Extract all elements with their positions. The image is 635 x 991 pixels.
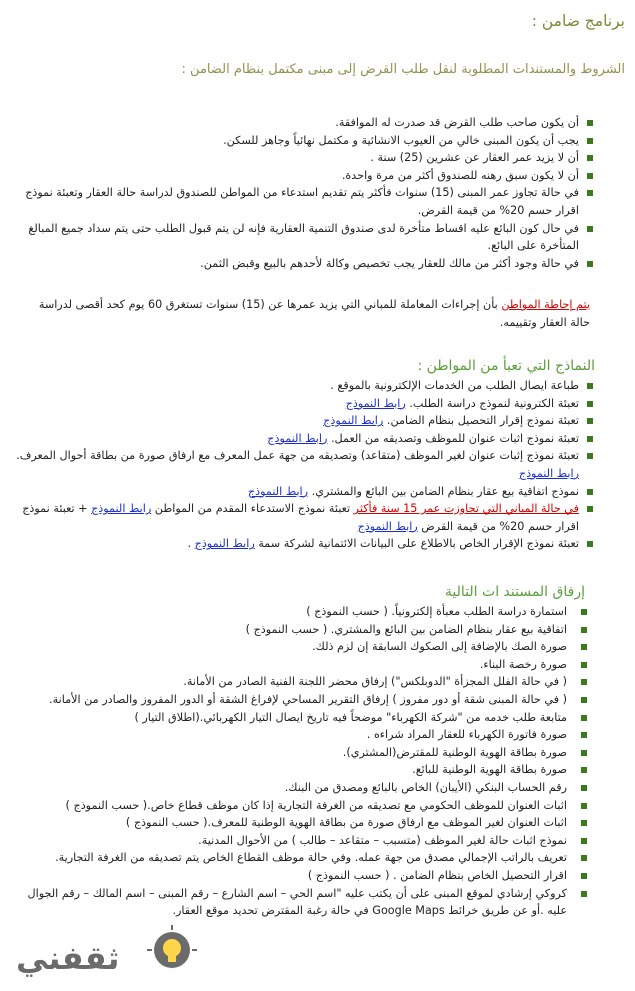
- list-item: اقرار التحصيل الخاص بنظام الضامن . ( حسب النموذج ): [10, 867, 595, 885]
- list-item: صورة بطاقة الهوية الوطنية للمقترض(المشتري).: [10, 744, 595, 762]
- list-item: صورة الصك بالإضافة إلى الصكوك السابقة إن لزم ذلك.: [10, 638, 595, 656]
- list-item: طباعة ايصال الطلب من الخدمات الإلكترونية بالموقع .: [10, 377, 595, 395]
- citizen-notice-link[interactable]: يتم إحاطة المواطن: [501, 298, 590, 311]
- watermark-logo: [2, 920, 207, 990]
- list-item: اثبات العنوان لغير الموظف مع ارفاق صورة من بطاقة الهوية الوطنية للمعرف.( حسب النموذج ): [10, 814, 595, 832]
- watermark-text: ثقفني: [16, 939, 120, 977]
- list-item: اتفاقية بيع عقار بنظام الضامن بين البائع والمشتري. ( حسب النموذج ): [10, 621, 595, 639]
- documents-heading: إرفاق المستند ات التالية: [444, 584, 585, 600]
- list-item: أن يكون صاحب طلب القرض قد صدرت له الموافقة.: [10, 114, 595, 132]
- list-item: اثبات العنوان للموظف الحكومي مع تصديقه من الغرفة التجارية إذا كان موظف قطاع خاص.( حسب النموذج ): [10, 797, 595, 815]
- list-item: نموذج اثبات حالة لغير الموظف (متسبب – متقاعد – طالب ) من الأحوال المدنية.: [10, 832, 595, 850]
- list-item: صورة بطاقة الهوية الوطنية للبائع.: [10, 761, 595, 779]
- list-item: تعبئة نموذج اثبات عنوان للموظف وتصديقه من العمل. رابط النموذج: [10, 430, 595, 448]
- documents-list: [10, 603, 595, 920]
- list-item: في حالة وجود أكثر من مالك للعقار يجب تخصيص وكالة لأحدهم بالبيع وقبض الثمن.: [10, 255, 595, 273]
- list-item: أن لا يكون سبق رهنه للصندوق أكثر من مرة واحدة.: [10, 167, 595, 185]
- forms-list: [10, 377, 595, 553]
- list-item: ( في حالة المبنى شقة أو دور مفروز ) إرفاق التقرير المساحي لإفراغ الشقة أو الدور المفروز والصادر من الأمانة.: [10, 691, 595, 709]
- conditions-subtitle: الشروط والمستندات المطلوبة لنقل طلب القرض إلى مبنى مكتمل بنظام الضامن :: [181, 62, 625, 77]
- list-item: يجب أن يكون المبنى خالي من العيوب الانشائية و مكتمل نهائياً وجاهز للسكن.: [10, 132, 595, 150]
- list-item: رقم الحساب البنكي (الأيبان) الخاص بالبائع ومصدق من البنك.: [10, 779, 595, 797]
- form-link[interactable]: رابط النموذج: [357, 519, 418, 533]
- list-item: في حال كون البائع عليه اقساط متأخرة لدى صندوق التنمية العقارية فإنه لن يتم قبول الطلب حتى يتم سداد جميع المبالغ المتأخرة على البائع.: [10, 220, 595, 255]
- note-text: بأن إجراءات المعاملة للمباني التي يزيد عمرها عن (15) سنوات تستغرق 60 يوم كحد أقصى لدراسة حالة العقار وتقييمه.: [38, 298, 590, 329]
- list-item: صورة رخصة البناء.: [10, 656, 595, 674]
- page-title: برنامج ضامن :: [531, 12, 625, 30]
- list-item: استمارة دراسة الطلب معبأة إلكترونياً. ( حسب النموذج ): [10, 603, 595, 621]
- forms-heading: النماذج التي تعبأ من المواطن :: [417, 358, 595, 374]
- list-item: متابعة طلب خدمه من "شركة الكهرباء" موضحاً فيه تاريخ ايصال التيار الكهربائي.(اطلاق التيار ): [10, 709, 595, 727]
- old-building-link[interactable]: في حالة المباني التي تجاوزت عمر 15 سنة فأكثر: [353, 502, 579, 516]
- list-item: في حالة تجاوز عمر المبنى (15) سنوات فأكثر يتم تقديم استدعاء من المواطن للصندوق لدراسة حالة العقار وتعبئة نموذج اقرار حسم 20% من قيمة القرض.: [10, 184, 595, 219]
- list-item: تعبئة نموذج إثبات عنوان لغير الموظف (متقاعد) وتصديقه من جهة عمل المعرف مع ارفاق صورة من بطاقة أحوال المعرف. رابط النموذج: [10, 447, 595, 482]
- form-link[interactable]: رابط النموذج: [345, 396, 406, 410]
- list-item: ( في حالة الفلل المجزأة "الدوبلكس") إرفاق محضر اللجنة الفنية الصادر من الأمانة.: [10, 673, 595, 691]
- list-item: أن لا يزيد عمر العقار عن عشرين (25) سنة .: [10, 149, 595, 167]
- list-item: صورة فاتورة الكهرباء للعقار المراد شراءه .: [10, 726, 595, 744]
- conditions-list: [10, 114, 595, 272]
- form-link[interactable]: رابط النموذج: [91, 502, 152, 516]
- form-link[interactable]: رابط النموذج: [247, 484, 309, 498]
- list-item: في حالة المباني التي تجاوزت عمر 15 سنة فأكثر تعبئة نموذج الاستدعاء المقدم من المواطن رابط النموذج + تعبئة نموذج اقرار حسم 20% من قيمة القرض رابط النموذج: [10, 500, 595, 535]
- form-link[interactable]: رابط النموذج: [267, 431, 328, 445]
- form-link[interactable]: رابط النموذج: [518, 466, 579, 480]
- list-item: نموذج اتفاقية بيع عقار بنظام الضامن بين البائع والمشتري. رابط النموذج: [10, 483, 595, 501]
- form-link[interactable]: رابط النموذج: [323, 414, 384, 428]
- list-item: تعبئة الكترونية لنموذج دراسة الطلب. رابط النموذج: [10, 395, 595, 413]
- form-link[interactable]: رابط النموذج: [194, 537, 255, 551]
- processing-note: [30, 296, 590, 331]
- list-item: تعبئة نموذج إقرار التحصيل بنظام الضامن. رابط النموذج: [10, 412, 595, 430]
- list-item: تعريف بالراتب الإجمالي مصدق من جهة عمله. وفي حالة موظف القطاع الخاص يتم تصديقه من الغرفة التجارية.: [10, 849, 595, 867]
- list-item: تعبئة نموذج الإقرار الخاص بالاطلاع على البيانات الائتمانية لشركة سمة رابط النموذج .: [10, 535, 595, 553]
- list-item: كروكي إرشادي لموقع المبنى على أن يكتب عليه "اسم الحي – اسم الشارع – رقم المبنى – اسم المالك – رقم الجوال عليه .أو عن طريق خرائط Google Maps في حالة رغبة المقترض تحديد موقع العقار.: [10, 885, 595, 920]
